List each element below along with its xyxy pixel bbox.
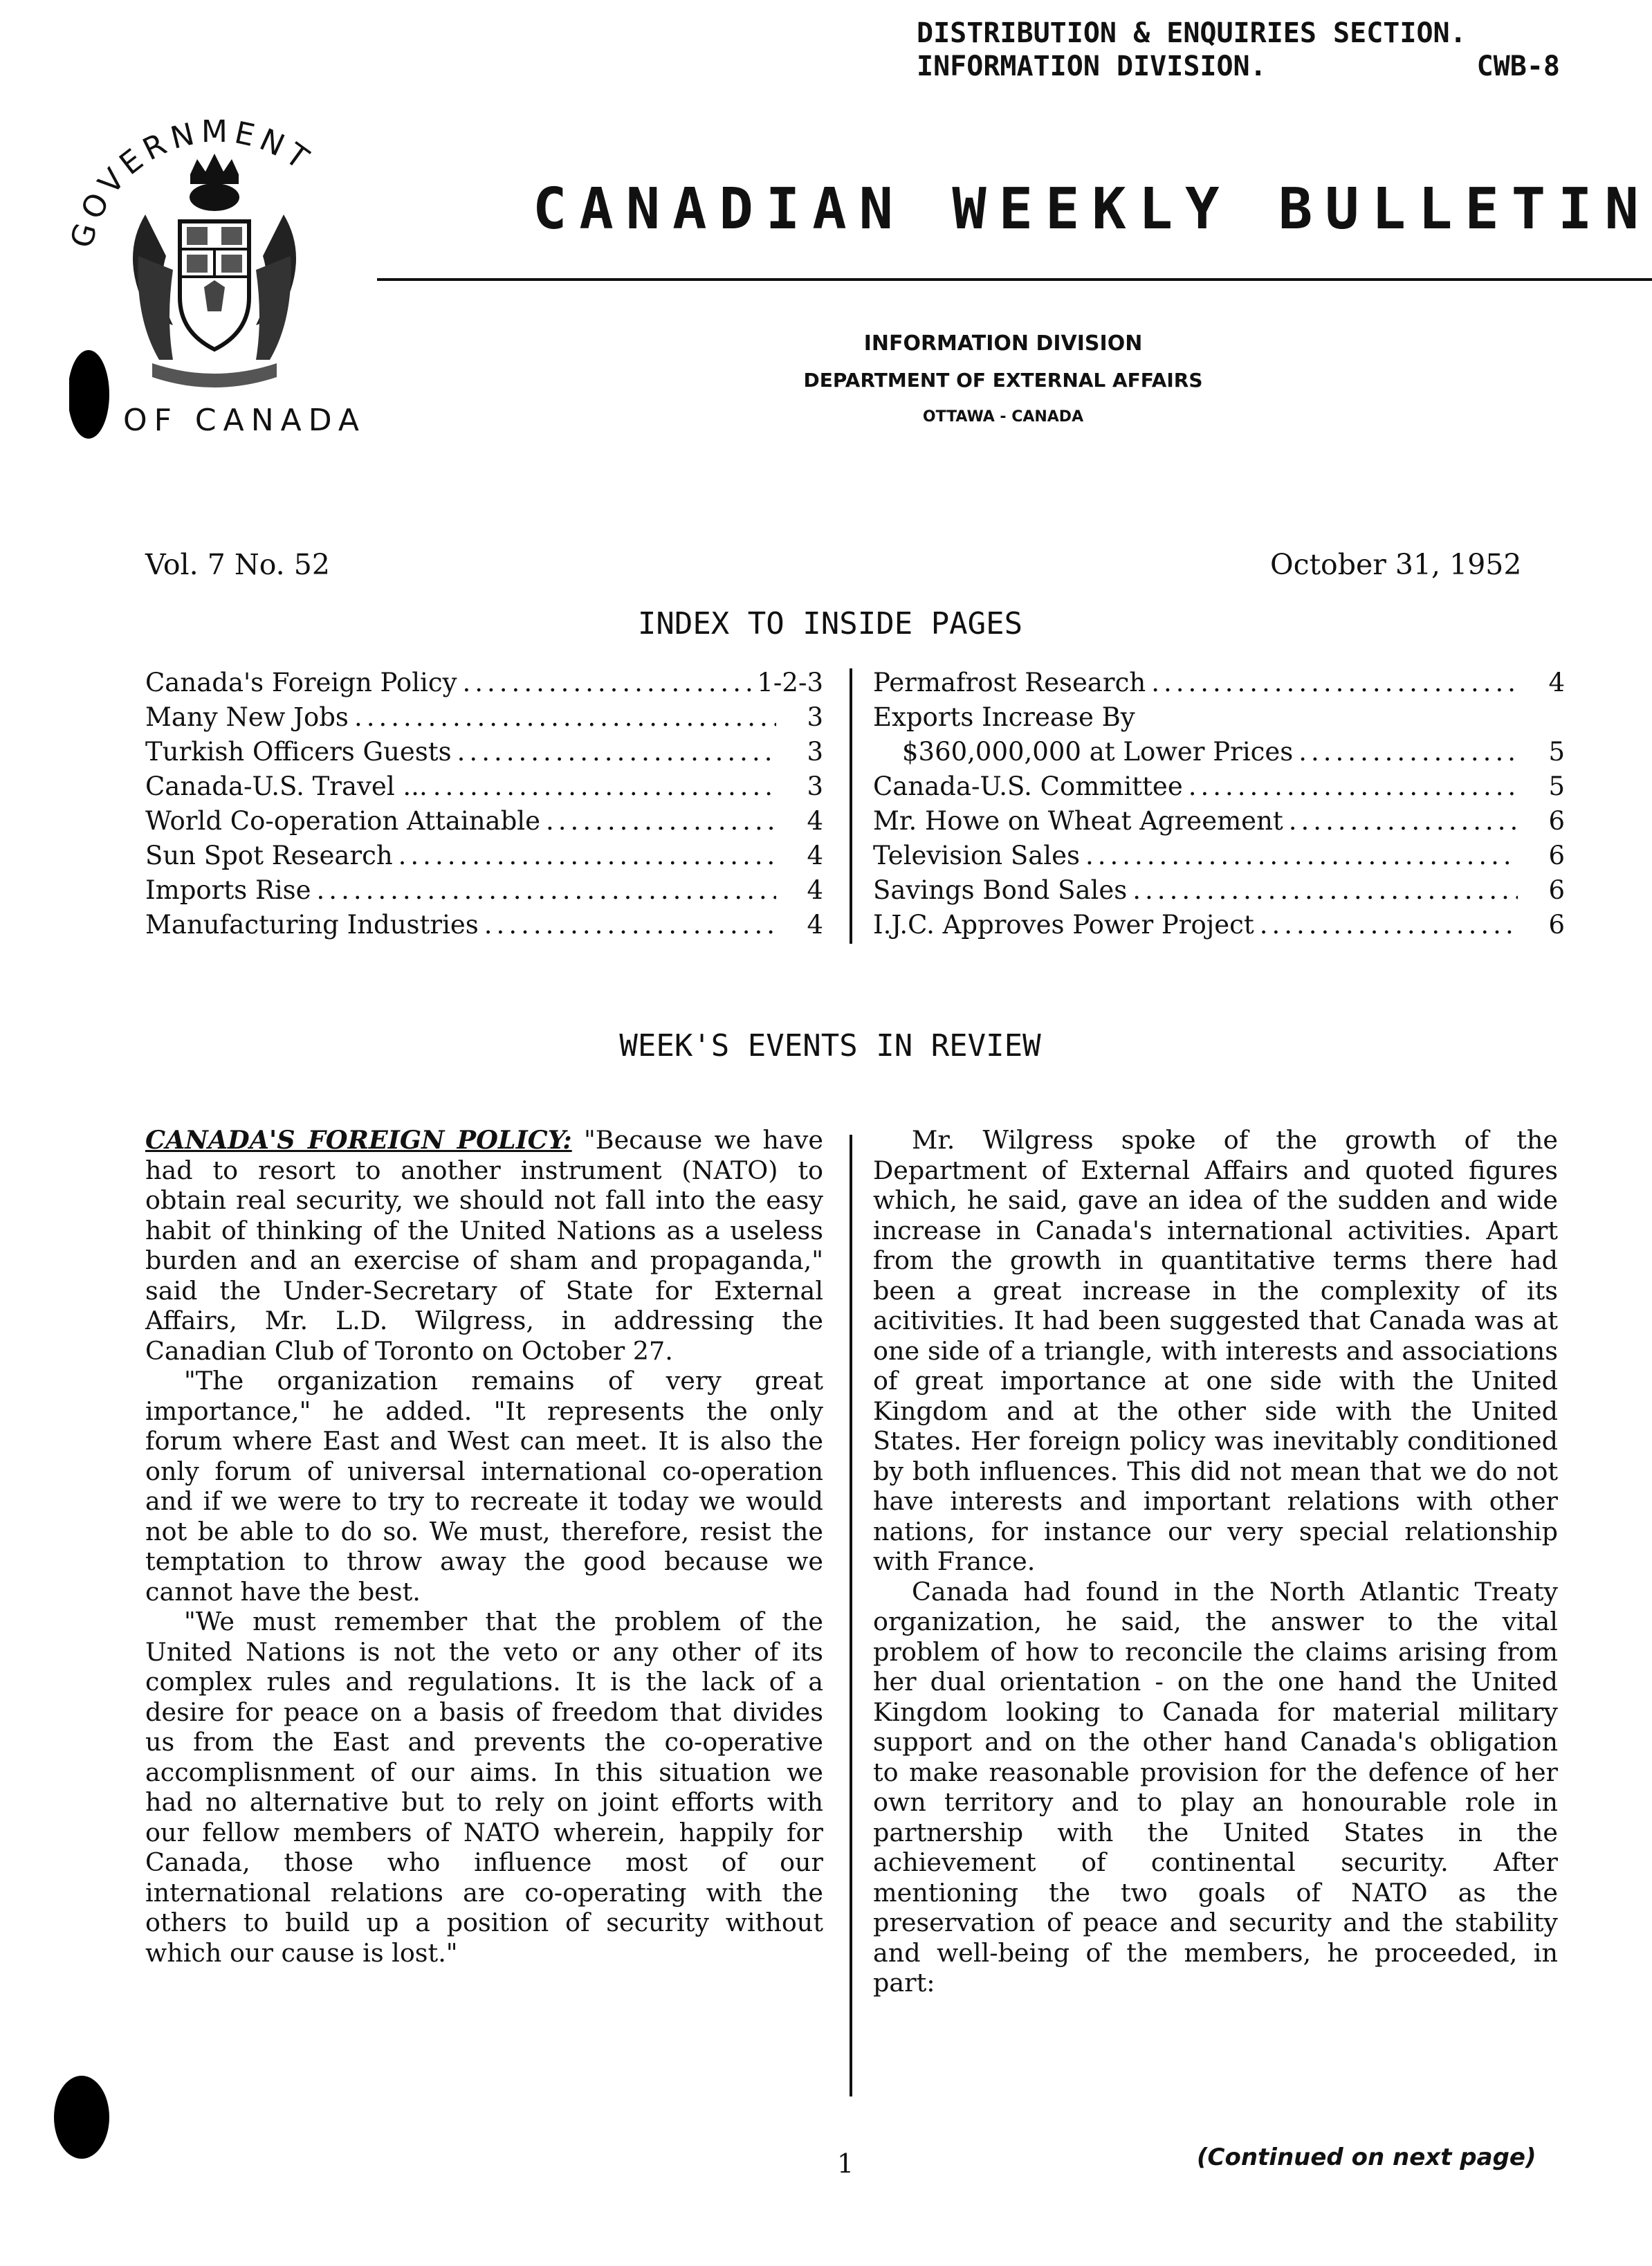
index-entry[interactable]: Permafrost Research ..... 4	[873, 666, 1565, 700]
department-name: DEPARTMENT OF EXTERNAL AFFAIRS	[803, 369, 1203, 392]
index-entry[interactable]: Mr. Howe on Wheat Agreement ..... 6	[873, 804, 1565, 839]
index-entry[interactable]: Sun Spot Research ..... 4	[145, 839, 823, 873]
bulletin-code: CWB-8	[1476, 51, 1560, 82]
index-entry[interactable]: Television Sales ..... 6	[873, 839, 1565, 873]
location-line: OTTAWA - CANADA	[922, 408, 1084, 426]
article-paragraph: "We must remember that the problem of the United Nations is not the veto or any other of its complex rules and regulations. It is the lack of a desire for peace on a basis of freedom that divides us from the East and prevents the co-operative accomplisnment of our aims. In this situation we had no alternative but to rely on joint efforts with our fellow members of NATO wherein, happily for Canada, those who influence most of our international relations are co-operating with the others to build up a position of security without which our cause is lost."	[145, 1607, 823, 1968]
index-entry[interactable]: Turkish Officers Guests ..... 3	[145, 735, 823, 769]
index-entry[interactable]: Canada-U.S. Travel ... ..... 3	[145, 769, 823, 804]
index-entry[interactable]: World Co-operation Attainable ..... 4	[145, 804, 823, 839]
division-name: INFORMATION DIVISION	[863, 331, 1143, 356]
article-paragraph: CANADA'S FOREIGN POLICY: "Because we have had to resort to another instrument (NATO) to obtain real security, we should not fall into the easy habit of thinking of the United Nations as a useless burden and an exercise of sham and propaganda," said the Under-Secretary of State for External Affairs, Mr. L.D. Wilgress, in addressing the Canadian Club of Toronto on October 27.	[145, 1125, 823, 1366]
page-number: 1	[837, 2148, 854, 2179]
index-entry[interactable]: Manufacturing Industries ..... 4	[145, 908, 823, 942]
issue-date: October 31, 1952	[1270, 548, 1522, 581]
article-right-column	[873, 1125, 1558, 1998]
article-paragraph: "The organization remains of very great importance," he added. "It represents the only forum where East and West can meet. It is also the only forum of universal international co-operation and if we were to try to recreate it today we would not be able to do so. We must, therefore, resist the temptation to throw away the good because we cannot have the best.	[145, 1366, 823, 1607]
article-left-column	[145, 1125, 823, 1968]
bulletin-title: CANADIAN WEEKLY BULLETIN	[533, 176, 1651, 242]
government-seal	[69, 111, 360, 443]
department-block	[706, 327, 1301, 435]
seal-arc-top: OVERNMENT	[74, 113, 320, 226]
article-paragraph: Canada had found in the North Atlantic Treaty organization, he said, the answer to the vital problem of how to reconcile the claims arising from her dual orientation - on the one hand the United Kingdom looking to Canada for material military support and on the other hand Canada's obligation to make reasonable provision for the defence of her own territory and to play an honourable role in partnership with the United States in the achievement of continental security. After mentioning the two goals of NATO as the preservation of peace and security and the stability and well-being of the members, he proceeded, in part:	[873, 1576, 1558, 1998]
index-right-column	[873, 666, 1565, 942]
index-entry[interactable]: Canada's Foreign Policy ..... 1-2-3	[145, 666, 823, 700]
seal-arc-bottom: OF CANADA	[123, 403, 360, 438]
index-left-column	[145, 666, 823, 942]
ink-blot	[54, 2076, 109, 2159]
index-entry[interactable]: Many New Jobs ..... 3	[145, 700, 823, 735]
article-heading: CANADA'S FOREIGN POLICY:	[145, 1125, 572, 1155]
column-divider	[850, 1135, 852, 2096]
distribution-line-2: INFORMATION DIVISION.	[917, 51, 1267, 82]
index-entry[interactable]: I.J.C. Approves Power Project ..... 6	[873, 908, 1565, 942]
distribution-header	[917, 17, 1581, 83]
title-rule	[377, 278, 1652, 281]
events-title: WEEK'S EVENTS IN REVIEW	[619, 1028, 1041, 1063]
article-paragraph: Mr. Wilgress spoke of the growth of the Department of External Affairs and quoted figures which, he said, gave an idea of the sudden and wide increase in Canada's international activities. Apart from the growth in quantitative terms there had been a great increase in the complexity of its acitivities. It had been suggested that Canada was at one side of a triangle, with interests and associations of great importance at one side with the United Kingdom and at the other side with the United States. Her foreign policy was inevitably conditioned by both influences. This did not mean that we do not have interests and important relations with other nations, for instance our very special relationship with France.	[873, 1125, 1558, 1576]
continued-note: (Continued on next page)	[1197, 2144, 1536, 2171]
coat-of-arms-icon	[69, 111, 360, 443]
index-entry[interactable]: Savings Bond Sales ..... 6	[873, 873, 1565, 908]
index-entry[interactable]: $360,000,000 at Lower Prices ..... 5	[873, 735, 1565, 769]
index-divider	[850, 668, 852, 944]
index-title: INDEX TO INSIDE PAGES	[637, 606, 1023, 641]
distribution-line-1: DISTRIBUTION & ENQUIRIES SECTION.	[917, 17, 1467, 49]
index-entry[interactable]: Imports Rise ..... 4	[145, 873, 823, 908]
index-entry[interactable]: Canada-U.S. Committee ..... 5	[873, 769, 1565, 804]
index-entry[interactable]: Exports Increase By	[873, 702, 1135, 732]
volume-number: Vol. 7 No. 52	[145, 548, 330, 581]
